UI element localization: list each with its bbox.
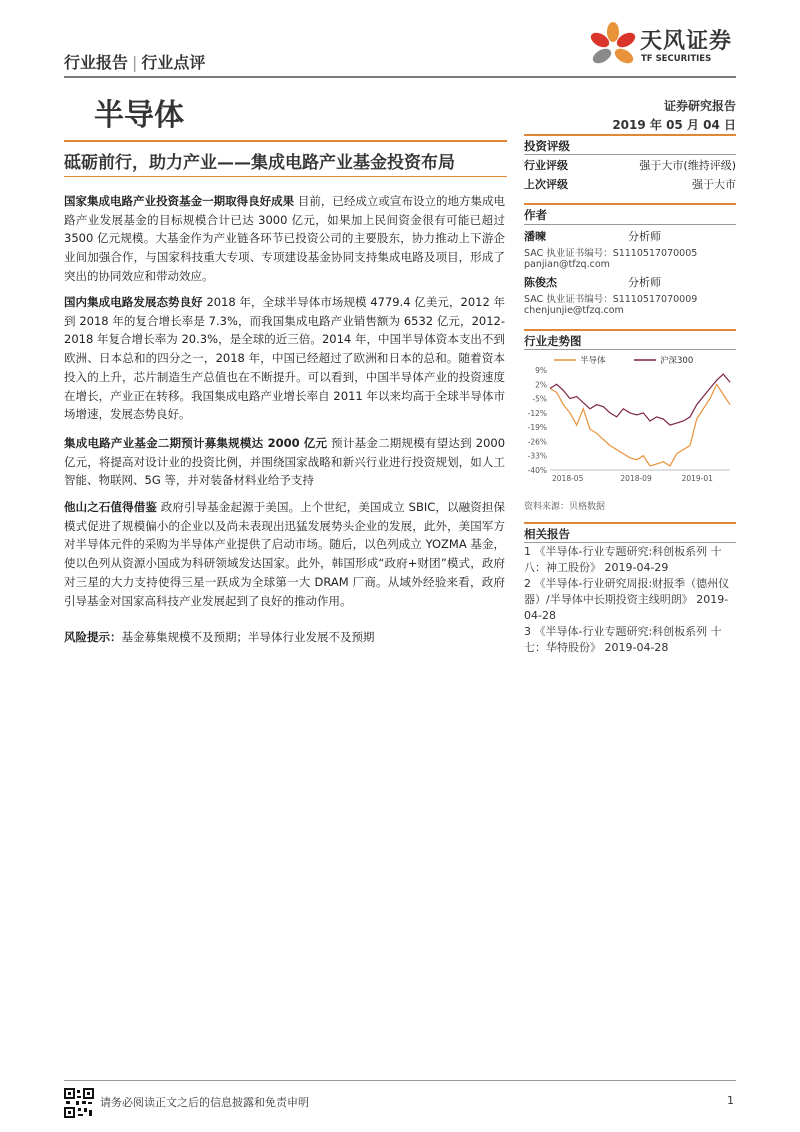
x-tick-label: 2018-09 xyxy=(620,474,652,483)
author-cert: SAC 执业证书编号：S1110517070009 xyxy=(524,294,698,305)
related-report-text: 《半导体-行业专题研究:科创板系列 十八：神工股份》 2019-04-29 xyxy=(524,545,722,574)
paragraph-text: 基金募集规模不及预期；半导体行业发展不及预期 xyxy=(121,630,375,644)
prev-rating-row xyxy=(524,176,736,192)
rating-heading: 投资评级 xyxy=(524,139,570,153)
paragraph-risk xyxy=(64,628,505,647)
industry-rating-label: 行业评级 xyxy=(524,159,568,172)
legend-label: 半导体 xyxy=(580,356,606,366)
sidebar-rule xyxy=(524,522,736,524)
trend-chart-svg xyxy=(524,350,736,490)
rating-heading-row xyxy=(524,138,736,154)
paragraph-fund-phase2 xyxy=(64,434,505,490)
title-rule-top xyxy=(64,140,507,142)
author-row xyxy=(524,228,736,244)
paragraph-foreign-experience xyxy=(64,498,505,610)
report-type xyxy=(64,50,205,73)
sidebar-rule xyxy=(524,134,736,136)
related-report-item[interactable] xyxy=(524,544,736,576)
report-kind: 证券研究报告 xyxy=(663,99,736,113)
series-line-hs300 xyxy=(550,374,730,425)
y-tick-label: -40% xyxy=(527,466,547,475)
paragraph-lead: 风险提示： xyxy=(64,630,122,644)
related-report-text: 《半导体-行业专题研究:科创板系列 十七：华特股份》 2019-04-28 xyxy=(524,625,722,654)
trend-heading-row xyxy=(524,333,736,349)
y-tick-label: -26% xyxy=(527,437,547,447)
y-tick-label: -19% xyxy=(527,423,547,433)
industry-rating-row xyxy=(524,157,736,173)
prev-rating-label: 上次评级 xyxy=(524,178,568,191)
logo-flower-icon xyxy=(588,20,638,70)
industry-rating-value: 强于大市(维持评级) xyxy=(639,159,736,172)
industry-title: 半导体 xyxy=(94,98,184,133)
related-report-text: 《半导体-行业研究周报:财报季（德州仪器）/半导体中长期投资主线明朗》 2019-04-28 xyxy=(524,577,730,622)
logo-text-en: TF SECURITIES xyxy=(641,54,712,64)
author-email[interactable]: chenjunjie@tfzq.com xyxy=(524,305,624,316)
authors-heading: 作者 xyxy=(524,208,547,222)
y-tick-label: 9% xyxy=(535,366,547,375)
paragraph-domestic-ic xyxy=(64,293,505,424)
y-tick-label: 2% xyxy=(535,380,547,390)
author-row xyxy=(524,274,736,290)
paragraph-lead: 国内集成电路发展态势良好 xyxy=(64,295,203,309)
sidebar-rule xyxy=(524,542,736,543)
author-email[interactable]: panjian@tfzq.com xyxy=(524,259,610,270)
paragraph-text: 2018 年，全球半导体市场规模 4779.4 亿美元，2012 年到 2018 年的复合增长率是 7.3%，而我国集成电路产业销售额为 6532 亿元，2012-2018 年复合增长率为 20.3%，是全球的近三倍。2014 年，中国半导体资本支出不到欧洲、日本总和的四分之一，2018 年，中国已经超过了欧洲和日本的总和。随着资本投入的上升，芯片制造生产总值也在不断提升。可以看到，中国半导体产业的投资速度在增长，产业正在转移。我国集成电路产业增长率自 2011 年以来均高于全球半导体市场增速，发展态势良好。 xyxy=(64,295,505,422)
paragraph-text: 政府引导基金起源于美国。上个世纪，美国成立 SBIC，以融资担保模式促进了规模偏小的企业以及尚未表现出迅猛发展势头企业的发展，此外，美国军方对半导体元件的采购为半导体产业提供了启动市场。随后，以色列成立 YOZMA 基金，使以色列从资源小国成为科研领域发达国家。此外，韩国形成“政府+财团”模式，政府对三星的大力支持使得三星一跃成为全球第一大 DRAM 厂商。从域外经验来看，政府引导基金对国家高科技产业发展起到了良好的推动作用。 xyxy=(64,500,506,608)
report-title: 砥砺前行，助力产业——集成电路产业基金投资布局 xyxy=(64,153,455,173)
footer-disclaimer: 请务必阅读正文之后的信息披露和免责申明 xyxy=(100,1096,309,1109)
sidebar-rule xyxy=(524,154,736,155)
company-logo xyxy=(588,20,738,70)
related-report-number: 3 xyxy=(524,625,531,638)
legend-label: 沪深300 xyxy=(660,356,694,366)
paragraph-lead: 他山之石值得借鉴 xyxy=(64,500,157,514)
logo-text-cn: 天风证券 xyxy=(640,29,733,54)
footer-divider xyxy=(64,1080,736,1081)
related-report-item[interactable] xyxy=(524,576,736,624)
y-tick-label: -12% xyxy=(527,408,547,418)
page-number: 1 xyxy=(727,1094,734,1107)
author-role: 分析师 xyxy=(628,276,661,289)
y-tick-label: -5% xyxy=(532,394,547,404)
report-date: 2019 年 05 月 04 日 xyxy=(612,118,736,132)
chart-source: 资料来源：贝格数据 xyxy=(524,502,606,512)
header-divider xyxy=(64,76,736,78)
title-rule-bottom xyxy=(64,176,507,177)
report-subtype-label: 行业点评 xyxy=(141,53,206,72)
x-tick-label: 2018-05 xyxy=(552,474,584,483)
y-tick-label: -33% xyxy=(527,451,547,461)
author-name: 潘暕 xyxy=(524,230,546,243)
qr-code-icon xyxy=(64,1088,94,1118)
author-name: 陈俊杰 xyxy=(524,276,557,289)
report-type-label: 行业报告 xyxy=(64,53,129,72)
paragraph-lead: 集成电路产业基金二期预计募集规模达 2000 亿元 xyxy=(64,436,328,450)
x-tick-label: 2019-01 xyxy=(681,474,713,483)
paragraph-lead: 国家集成电路产业投资基金一期取得良好成果 xyxy=(64,194,295,208)
related-report-number: 2 xyxy=(524,577,531,590)
report-type-separator: | xyxy=(132,53,138,72)
authors-heading-row xyxy=(524,207,736,223)
related-report-number: 1 xyxy=(524,545,531,558)
sidebar-rule xyxy=(524,224,736,225)
sidebar-rule xyxy=(524,329,736,331)
prev-rating-value: 强于大市 xyxy=(692,178,736,191)
related-heading-row xyxy=(524,526,736,542)
related-heading: 相关报告 xyxy=(524,527,570,541)
paragraph-text: 预计基金二期规模有望达到 2000 亿元，将提高对设计业的投资比例，并围绕国家战略和新兴行业进行投资规划，如人工智能、物联网、5G 等，并对装备材料业给予支持 xyxy=(64,436,506,488)
paragraph-fund-phase1 xyxy=(64,192,505,286)
trend-chart xyxy=(524,350,736,490)
sidebar-rule xyxy=(524,203,736,205)
author-cert: SAC 执业证书编号：S1110517070005 xyxy=(524,248,698,259)
trend-heading: 行业走势图 xyxy=(524,334,582,348)
paragraph-text: 目前，已经成立或宣布设立的地方集成电路产业发展基金的目标规模合计已达 3000 亿元，如果加上民间资金很有可能已超过 3500 亿元规模。大基金作为产业链各环节已投资公司的主要股东，协力推动上下游企业间加强合作，与国家科技重大专项、专项建设基金协同支持集成电路及项目，形成了突出的协同效应和带动效应。 xyxy=(64,194,506,283)
author-role: 分析师 xyxy=(628,230,661,243)
related-report-item[interactable] xyxy=(524,624,736,656)
